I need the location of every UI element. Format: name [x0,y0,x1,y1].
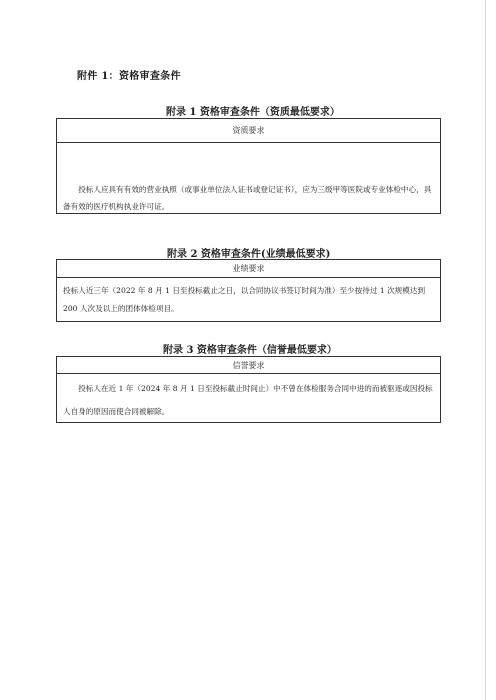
table-header-qualification: 资质要求 [57,119,440,143]
table-body-reputation: 投标人在近 1 年（2024 年 8 月 1 日至投标截止时间止）中不曾在体检服务合同中进的而被驱逐或因投标人自身的原因而使合同被解除。 [63,384,433,416]
requirement-table-qualification [56,118,441,214]
table-body-performance: 投标人近三年（2022 年 8 月 1 日至投标截止之日，以合同协议书签订时间为准）至少按待过 1 次规模达到 200 人次及以上的团体体检项目。 [63,286,426,313]
attachment-title: 附件 1：资格审查条件 [77,71,181,82]
section-title-reputation: 附录 3 资格审查条件（信誉最低要求） [163,345,337,356]
section-title-performance: 附录 2 资格审查条件(业绩最低要求) [167,249,331,260]
requirement-table-reputation [56,356,441,423]
table-header-performance: 业绩要求 [57,260,440,278]
requirement-table-performance [56,259,441,322]
page-edge [485,0,486,700]
section-title-qualification: 附录 1 资格审查条件（资质最低要求） [166,107,340,118]
table-body-qualification: 投标人应具有有效的营业执照（或事业单位法人证书或登记证书），应为三级甲等医院或专业体检中心，具备有效的医疗机构执业许可证。 [63,185,432,211]
table-header-reputation: 信誉要求 [57,357,440,374]
